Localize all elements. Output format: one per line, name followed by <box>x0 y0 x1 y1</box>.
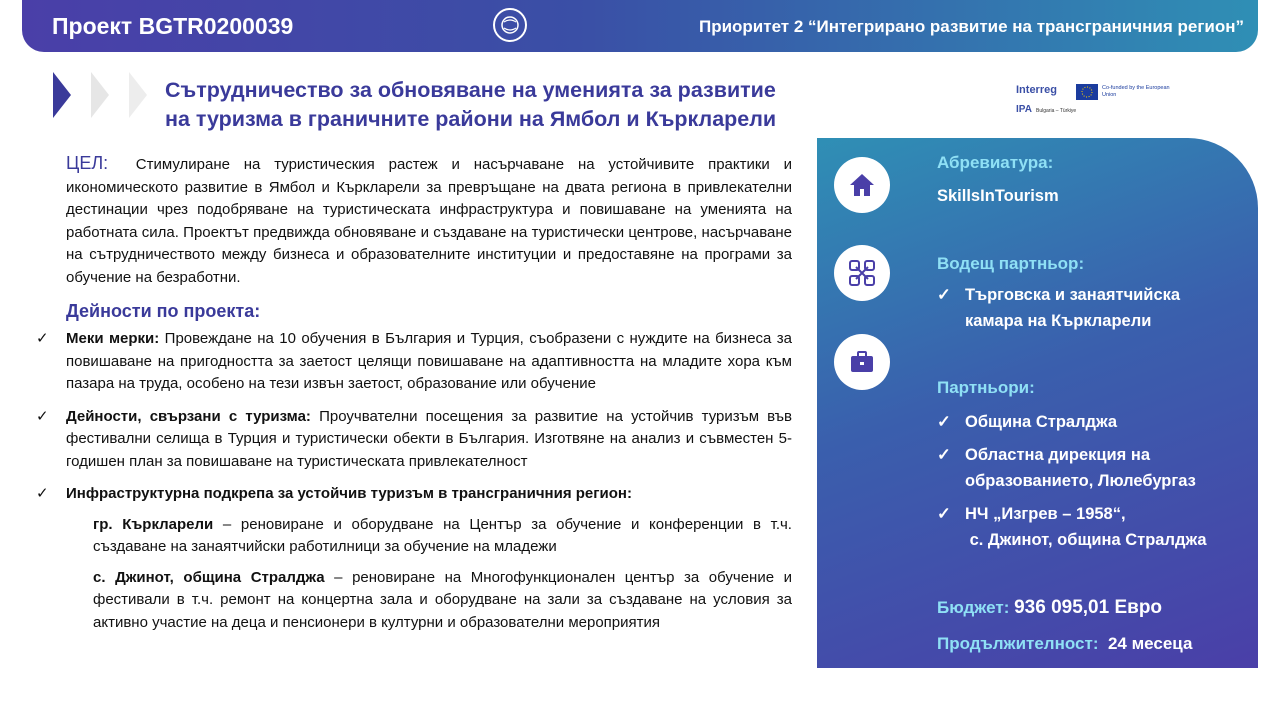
lead-partner-label: Водещ партньор: <box>937 254 1085 273</box>
partnership-icon <box>834 245 890 301</box>
activity-title: Дейности, свързани с туризма: <box>66 407 311 425</box>
partner-line: НЧ „Изгрев – 1958“, <box>965 505 1126 523</box>
sub-title: с. Джинот, община Стралджа <box>93 568 325 586</box>
list-item <box>66 514 792 559</box>
goal-paragraph <box>66 152 792 289</box>
chevron-right-icon <box>53 72 71 118</box>
title-line-2: на туризма в граничните райони на Ямбол и Къркларели <box>165 107 777 131</box>
list-item <box>66 567 792 635</box>
page-title <box>165 76 865 134</box>
partner-item <box>937 501 1207 553</box>
activity-title: Меки мерки: <box>66 330 160 347</box>
sub-text: – реновиране и оборудване на Център за обучение и конференции в т.ч. създаване на занаятчийски работилници за обучение на младежи <box>93 515 792 555</box>
checkmark-icon: ✓ <box>36 485 49 502</box>
chevron-right-icon <box>91 72 109 118</box>
partner-line: с. Джинот, община Стралджа <box>965 531 1207 549</box>
duration-label: Продължителност: <box>937 634 1099 653</box>
globe-logo-icon <box>493 8 527 42</box>
ipa-subtitle: Bulgaria – Türkiye <box>1036 108 1077 114</box>
budget-label: Бюджет: <box>937 598 1010 617</box>
interreg-brand: Interreg <box>1016 84 1057 96</box>
activity-text: Провеждане на 10 обучения в България и Турция, съобразени с нуждите на бизнеса за повишаване на пригодността за заетост целящи повишаване на адаптивността на младите хора към пазара на труда, особено на тези извън заетост, образование или обучение <box>66 330 792 392</box>
list-item <box>36 328 792 396</box>
checkmark-icon: ✓ <box>937 413 951 431</box>
sub-text: – реновиране на Многофункционален център за обучение и фестивали в т.ч. ремонт на концертна зала и оборудване на зали за създаване на условия за активно участие на деца и пенсионери в културни и образователни мероприятия <box>93 568 793 631</box>
list-item <box>36 406 792 474</box>
priority-text: Приоритет 2 “Интегрирано развитие на трансграничния регион” <box>698 17 1244 36</box>
sub-title: гр. Къркларели <box>93 515 214 533</box>
cofund-text: Co-funded by the European Union <box>1102 85 1170 98</box>
duration <box>937 634 1192 654</box>
home-icon <box>834 157 890 213</box>
list-item <box>36 483 792 506</box>
goal-label: ЦЕЛ: <box>66 153 109 173</box>
main-content <box>36 152 793 642</box>
chevron-right-icon <box>129 72 147 118</box>
title-line-1: Сътрудничество за обновяване на уменията за развитие <box>165 78 776 102</box>
budget-value: 936 095,01 Евро <box>1014 597 1163 618</box>
project-code: Проект BGTR0200039 <box>52 13 294 39</box>
duration-value: 24 месеца <box>1107 634 1193 653</box>
activities-heading: Дейности по проекта: <box>66 301 261 321</box>
checkmark-icon: ✓ <box>36 407 49 425</box>
partners-label: Партньори: <box>937 378 1035 397</box>
partner-item <box>937 409 1117 435</box>
checkmark-icon: ✓ <box>36 330 49 347</box>
lead-partner <box>937 282 1180 334</box>
eu-flag-icon <box>1076 84 1098 100</box>
checkmark-icon: ✓ <box>937 286 951 304</box>
info-panel <box>817 138 1258 668</box>
budget <box>937 597 1162 619</box>
partner-line: Областна дирекция на <box>965 446 1151 464</box>
checkmark-icon: ✓ <box>937 446 951 464</box>
ipa-brand: IPA <box>1016 104 1032 115</box>
briefcase-icon <box>834 334 890 390</box>
abbr-label: Абревиатура: <box>937 153 1054 172</box>
partner-line: Община Стралджа <box>965 413 1118 431</box>
activity-text: Проучвателни посещения за развитие на устойчив туризъм във фестивални селища в Турция и туристически обекти в България. Изготвяне на анализ и съвместен 5-годишен план за повишаване на туристическата привлекателност <box>66 407 792 470</box>
interreg-logo <box>1016 84 1170 118</box>
lead-line: Търговска и занаятчийска <box>965 286 1181 304</box>
goal-text: Стимулиране на туристическия растеж и насърчаване на устойчивите практики и икономическото развитие в Ямбол и Къркларели за превръщане на двата региона в привлекателни дестинации чрез подобряване на туристическата инфраструктура и повишаване на уменията на работната сила. Проектът предвижда обновяване и създаване на туристически центрове, насърчаване на сътрудничеството между бизнеса и образователните институции и предоставяне на програми за обучение на безработни. <box>66 156 792 286</box>
partner-item <box>937 442 1196 494</box>
header-bar <box>22 0 1258 52</box>
activity-title: Инфраструктурна подкрепа за устойчив туризъм в трансграничния регион: <box>66 485 632 502</box>
lead-line: камара на Къркларели <box>965 312 1152 330</box>
abbr-value: SkillsInTourism <box>937 187 1059 205</box>
partner-line: образованието, Люлебургаз <box>965 472 1196 490</box>
checkmark-icon: ✓ <box>937 505 951 523</box>
